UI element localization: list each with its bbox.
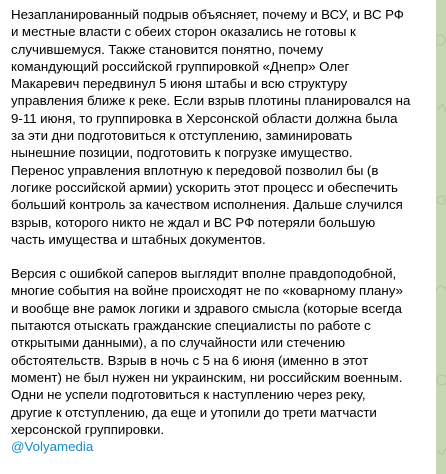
message-paragraph-1: Незапланированный подрыв объясняет, почему и ВСУ, и ВС РФ и местные власти с обеих сторон оказались не готовы к случившемуся. Также становится понятно, почему командующий российской группировкой «Днепр» Олег Макаревич передвинул 5 июня штабы и всю структуру управления ближе к реке. Если взрыв плотины планировался на 9-11 июня, то группировка в Херсонской области должна была за эти дни подготовиться к отступлению, заминировать нынешние позиции, подготовить к погрузке имущество. Перенос управления вплотную к передовой позволил бы (в логике российской армии) ускорить этот процесс и обеспечить больший контроль за качеством исполнения. Дальше случился взрыв, которого никто не ждал и ВС РФ потеряли большую часть имущества и штабных документов. [11,7,411,247]
channel-signature-link[interactable]: @Volyamedia [11,439,94,455]
paragraph-spacer [11,248,428,265]
message-paragraph-2: Версия с ошибкой саперов выглядит вполне правдоподобной, многие события на войне происходят не по «коварному плану» и вообще вне рамок логики и здравого смысла (которые всегда пытаются отыскать гражданские специалисты по работе с открытыми данными), а по случайности или стечению обстоятельств. Взрыв в ночь с 5 на 6 июня (именно в этот момент) не был нужен ни украинским, ни российским военным. Одни не успели подготовиться к наступлению через реку, другие к отступлению, да еще и утопили до трети матчасти херсонской группировки. [11,266,403,437]
